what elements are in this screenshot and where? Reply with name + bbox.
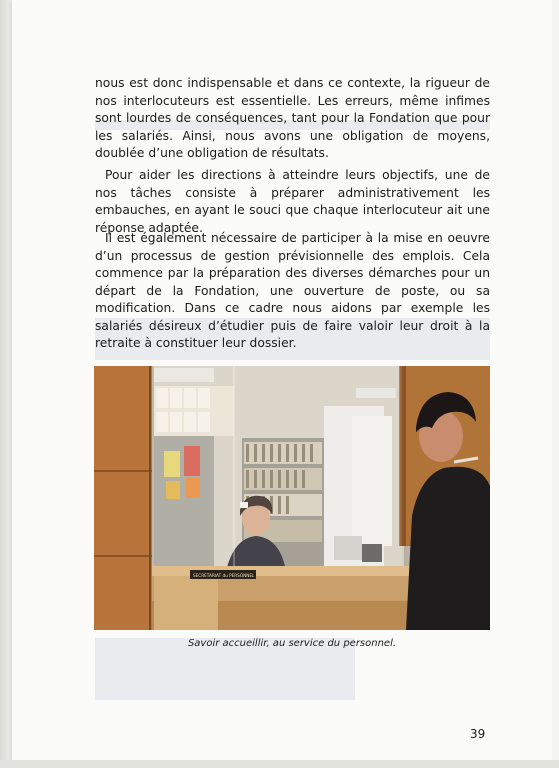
page-binding-shadow <box>0 0 12 768</box>
page-number: 39 <box>470 727 486 741</box>
paragraph-2: Pour aider les directions à atteindre leurs objectifs, une de nos tâches consiste à préparer administrativement les embauches, en ayant le souci que chaque interlocuteur ait une réponse adaptée. <box>95 168 490 235</box>
photo-caption: Savoir accueillir, au service du personnel. <box>187 638 397 649</box>
office-reception-photo <box>94 366 490 630</box>
desk-sign-text: SECRETARIAT du PERSONNEL <box>193 573 255 578</box>
paragraph-1: nous est donc indispensable et dans ce contexte, la rigueur de nos interlocuteurs est essentielle. Les erreurs, même infimes sont lourdes de conséquences, tant pour la Fondation que pour les salariés. Ainsi, nous avons une obligation de moyens, doublée d’une obligation de résultats. <box>95 76 490 160</box>
paragraph-3: Il est également nécessaire de participer à la mise en oeuvre d’un processus de gestion prévisionnelle des emplois. Cela commence par la préparation des diverses démarches pour un départ de la Fondation, une ouverture de poste, ou sa modification. Dans ce cadre nous aidons par exemple les salariés désireux d’étudier puis de faire valoir leur droit à la retraite à constituer leur dossier. <box>95 231 490 350</box>
page-bottom-edge <box>0 760 559 768</box>
